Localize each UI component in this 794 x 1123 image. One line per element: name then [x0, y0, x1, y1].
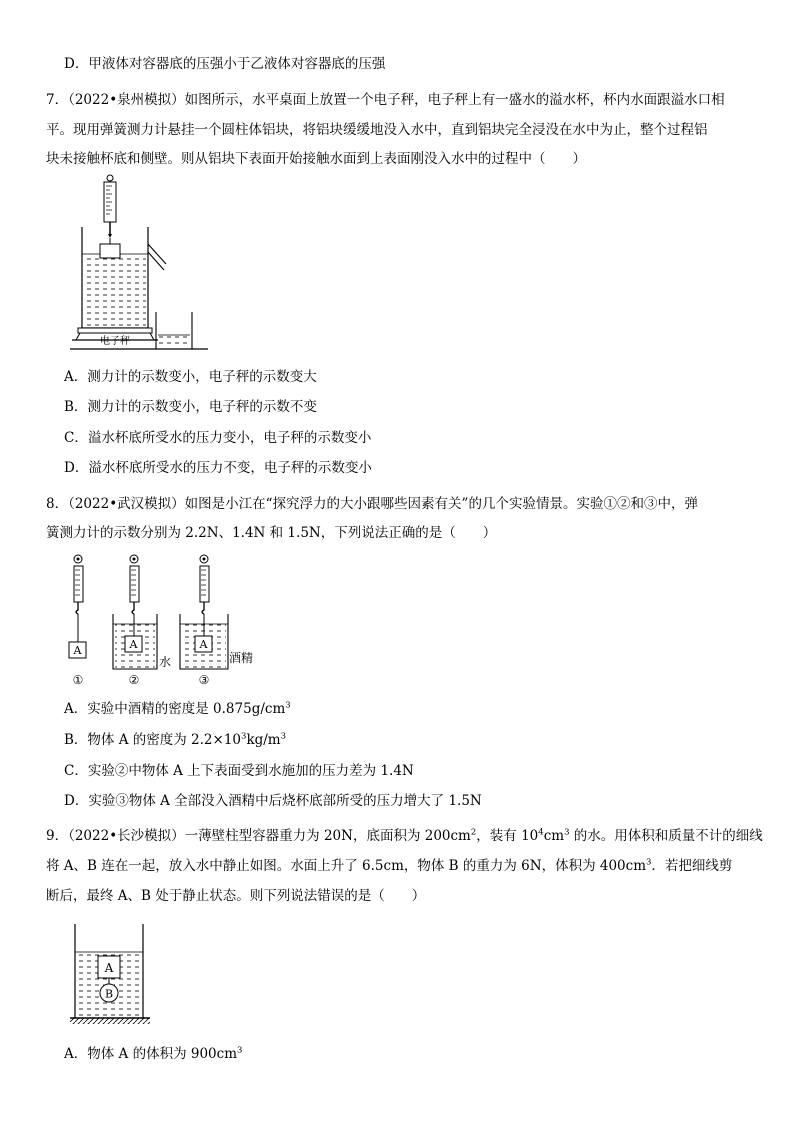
q9-stem-line2: 将 A、B 连在一起，放入水中静止如图。水面上升了 6.5cm，物体 B 的重力为 6N，体积为 $400cm^3$．若把细线剪: [46, 857, 733, 874]
q7-stem-line3: 块未接触杯底和侧壁。则从铝块下表面开始接触水面到上表面刚没入水中的过程中（ ）: [46, 151, 586, 167]
q8-water-label: 水: [159, 655, 172, 669]
q7-stem-line2: 平。现用弹簧测力计悬挂一个圆柱体铝块，将铝块缓缓地没入水中，直到铝块完全浸没在水中为止，整个过程铝: [46, 122, 708, 138]
q9-option-a: A．物体 A 的体积为 $900cm^3$: [64, 1045, 243, 1062]
q9-stem-line1: 9．（2022•长沙模拟）一薄壁柱型容器重力为 20N，底面积为 $200cm^2$，装有 $10^4cm^3$ 的水。用体积和质量不计的细线: [46, 827, 763, 844]
q6-option-d: D．甲液体对容器底的压强小于乙液体对容器底的压强: [64, 56, 386, 72]
q8-label-3: ③: [198, 673, 210, 687]
q7-scale-label: 电子秤: [100, 336, 130, 347]
q9-ball-b: B: [104, 987, 114, 1001]
q8-block-2: A: [129, 638, 138, 651]
q8-alcohol-label: 酒精: [229, 651, 254, 665]
q8-stem-line1: 8．（2022•武汉模拟）如图是小江在“探究浮力的大小跟哪些因素有关”的几个实验情景。实验①②和③中，弹: [46, 496, 698, 512]
q7-option-a: A．测力计的示数变小，电子秤的示数变大: [64, 369, 317, 385]
q8-block-1: A: [73, 644, 82, 657]
q7-stem-line1: 7．（2022•泉州模拟）如图所示，水平桌面上放置一个电子秤，电子秤上有一盛水的溢水杯，杯内水面跟溢水口相: [46, 92, 725, 108]
q8-label-2: ②: [128, 673, 140, 687]
q8-figure: [64, 550, 264, 690]
q7-option-c: C．溢水杯底所受水的压力变小，电子秤的示数变小: [64, 430, 372, 446]
q8-block-3: A: [199, 638, 208, 651]
q8-option-d: D．实验③物体 A 全部没入酒精中后烧杯底部所受的压力增大了 1.5N: [64, 793, 482, 809]
q8-option-a: A．实验中酒精的密度是 $0.875g/cm^3$: [64, 700, 291, 717]
q7-figure: [70, 172, 210, 352]
q9-stem-line3: 断后，最终 A、B 处于静止状态。则下列说法错误的是（ ）: [46, 888, 426, 904]
q8-label-1: ①: [72, 673, 84, 687]
q9-block-a: A: [104, 961, 114, 975]
q8-option-c: C．实验②中物体 A 上下表面受到水施加的压力差为 1.4N: [64, 763, 414, 779]
q9-figure: [70, 922, 160, 1026]
q7-option-d: D．溢水杯底所受水的压力不变，电子秤的示数变小: [64, 460, 372, 476]
q7-option-b: B．测力计的示数变小，电子秤的示数不变: [64, 399, 317, 415]
q8-stem-line2: 簧测力计的示数分别为 2.2N、1.4N 和 1.5N，下列说法正确的是（ ）: [46, 525, 497, 541]
q8-option-b: B．物体 A 的密度为 $2.2\times 10^3kg/m^3$: [64, 731, 287, 748]
